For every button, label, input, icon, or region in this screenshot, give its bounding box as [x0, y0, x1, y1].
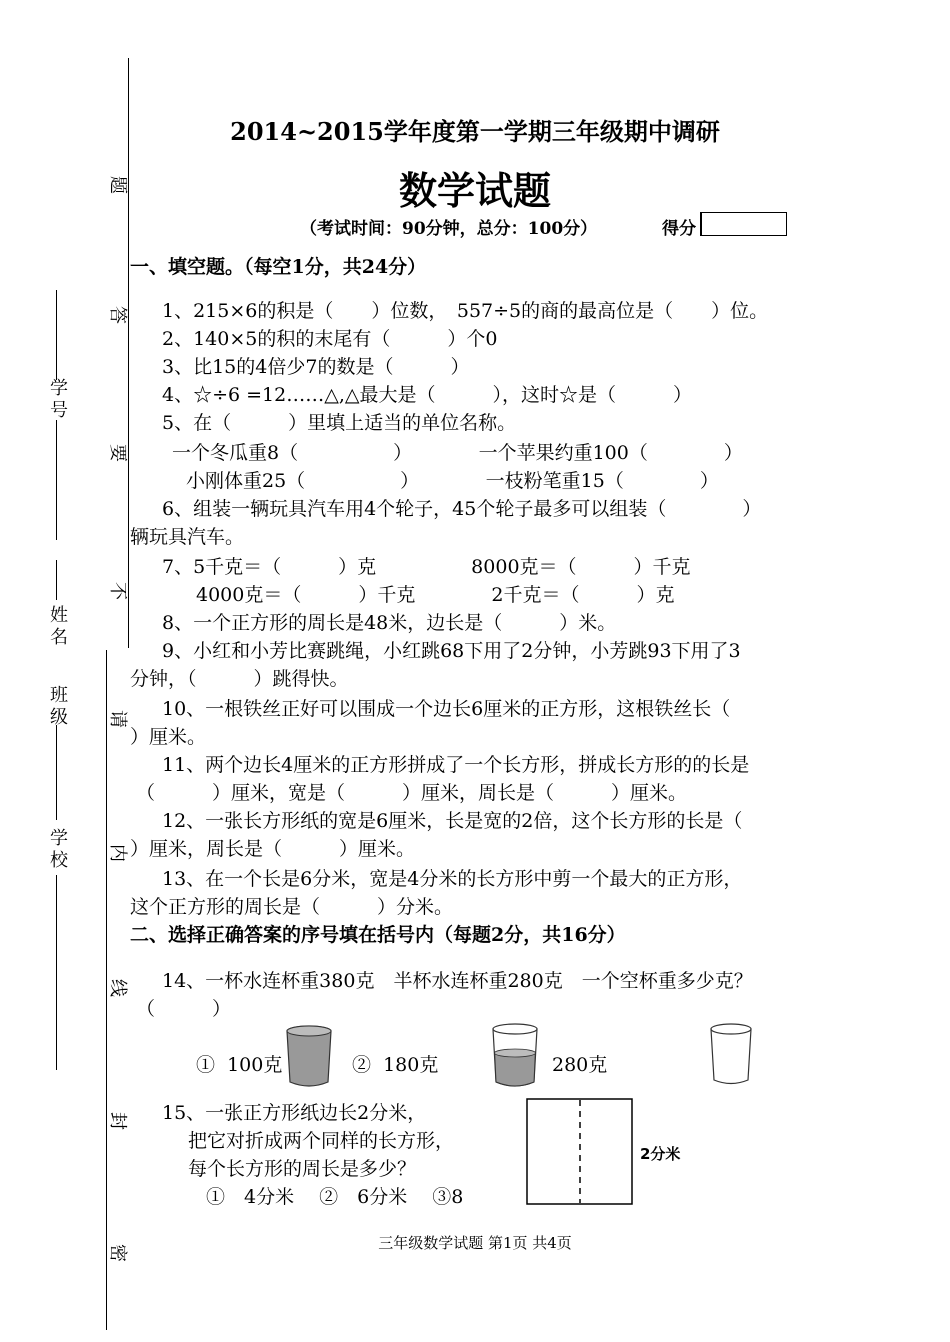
seal-char-4: 不 [107, 582, 128, 600]
half-cup-icon [490, 1022, 540, 1090]
seal-char-2: 答 [107, 306, 128, 324]
question-3: 3、比15的4倍少7的数是（ ） [162, 356, 470, 378]
question-7-row-1: 7、5千克＝（ ）克 8000克＝（ ）千克 [162, 556, 691, 578]
name-line [56, 560, 57, 600]
student-id-line [56, 420, 57, 540]
figure-side-label: 2分米 [640, 1145, 681, 1163]
q15-options: ① 4分米 ② 6分米 ③8 [206, 1186, 464, 1208]
student-id-label: 学号 [47, 378, 68, 422]
seal-char-5: 请 [107, 710, 128, 728]
section2-heading: 二、选择正确答案的序号填在括号内（每题2分，共16分） [130, 924, 626, 946]
question-11-cont: （ ）厘米，宽是（ ）厘米，周长是（ ）厘米。 [136, 782, 688, 804]
seal-char-7: 线 [107, 979, 128, 997]
question-5: 5、在（ ）里填上适当的单位名称。 [162, 412, 517, 434]
question-13: 13、在一个长是6分米，宽是4分米的长方形中剪一个最大的正方形， [162, 868, 743, 890]
question-12: 12、一张长方形纸的宽是6厘米，长是宽的2倍，这个长方形的长是（ [162, 810, 743, 832]
question-15-line-2: 把它对折成两个同样的长方形， [188, 1130, 455, 1152]
question-9-cont: 分钟，（ ）跳得快。 [130, 668, 349, 690]
class-line [56, 725, 57, 820]
seal-char-9: 密 [107, 1244, 128, 1262]
question-8: 8、一个正方形的周长是48米，边长是（ ）米。 [162, 612, 617, 634]
exam-title: 2014~2015学年度第一学期三年级期中调研 [230, 117, 720, 146]
school-line [56, 875, 57, 1070]
page-footer: 三年级数学试题 第1页 共4页 [378, 1234, 572, 1252]
seal-char-1: 题 [107, 176, 128, 194]
q14-option-3: 280克 [552, 1054, 608, 1076]
question-14: 14、一杯水连杯重380克 半杯水连杯重280克 一个空杯重多少克？ [162, 970, 753, 992]
question-4: 4、☆÷6 =12……△,△最大是（ ），这时☆是（ ） [162, 384, 692, 406]
score-label: 得分 [662, 219, 696, 239]
question-10-cont: ）厘米。 [130, 726, 207, 748]
school-label: 学校 [47, 828, 68, 872]
question-2: 2、140×5的积的末尾有（ ）个0 [162, 328, 498, 350]
question-11: 11、两个边长4厘米的正方形拼成了一个长方形，拼成长方形的的长是 [162, 754, 750, 776]
question-10: 10、一根铁丝正好可以围成一个边长6厘米的正方形，这根铁丝长（ [162, 698, 731, 720]
section1-heading: 一、填空题。（每空1分，共24分） [130, 256, 427, 278]
class-label: 班级 [47, 685, 68, 729]
question-7-row-2: 4000克＝（ ）千克 2千克＝（ ）克 [196, 584, 675, 606]
question-1: 1、215×6的积是（ ）位数， 557÷5的商的最高位是（ ）位。 [162, 300, 769, 322]
question-12-cont: ）厘米，周长是（ ）厘米。 [130, 838, 416, 860]
question-13-cont: 这个正方形的周长是（ ）分米。 [130, 896, 454, 918]
q14-option-1: ① 100克 [196, 1054, 283, 1076]
exam-info: （考试时间：90分钟，总分：100分） [300, 219, 598, 239]
seal-char-6: 内 [107, 844, 128, 862]
q14-option-2: ② 180克 [352, 1054, 439, 1076]
question-6: 6、组装一辆玩具汽车用4个轮子，45个轮子最多可以组装（ ） [162, 498, 762, 520]
student-id-underline [56, 290, 57, 380]
name-label: 姓名 [47, 605, 68, 649]
question-5-row-1: 一个冬瓜重8（ ） 一个苹果约重100（ ） [172, 442, 743, 464]
seal-char-3: 要 [107, 444, 128, 462]
question-6-cont: 辆玩具汽车。 [130, 526, 245, 548]
score-box[interactable] [700, 212, 787, 236]
subject-title: 数学试题 [398, 168, 551, 213]
question-15-line-3: 每个长方形的周长是多少？ [188, 1158, 417, 1180]
question-14-blank: （ ） [136, 998, 232, 1020]
full-cup-icon [284, 1024, 334, 1090]
empty-cup-icon [708, 1022, 754, 1088]
question-5-row-2: 小刚体重25（ ） 一枝粉笔重15（ ） [186, 470, 719, 492]
question-15-line-1: 15、一张正方形纸边长2分米， [162, 1102, 427, 1124]
folded-square-figure [526, 1098, 634, 1206]
seal-char-8: 封 [107, 1112, 128, 1130]
question-9: 9、小红和小芳比赛跳绳，小红跳68下用了2分钟，小芳跳93下用了3 [162, 640, 741, 662]
